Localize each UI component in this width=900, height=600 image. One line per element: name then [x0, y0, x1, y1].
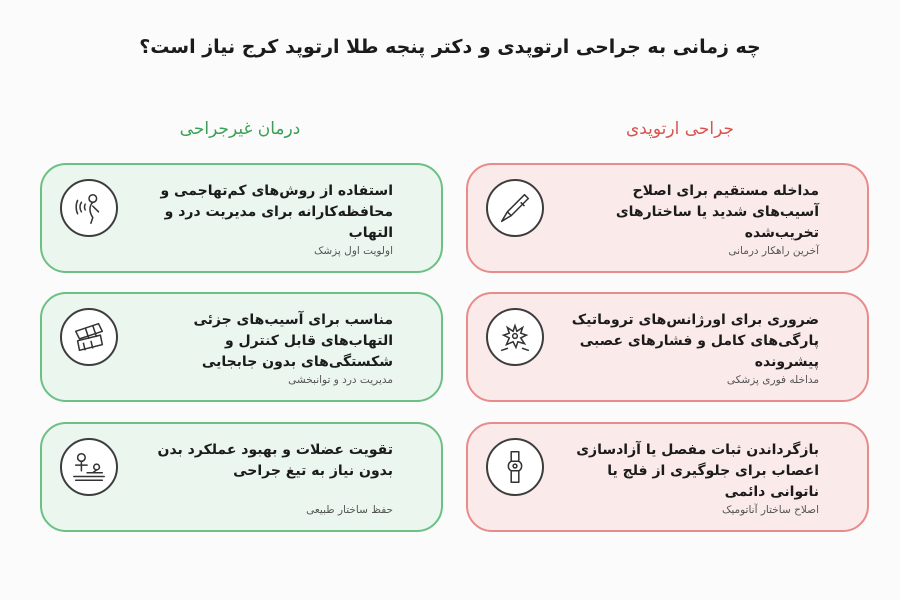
nerve-body-icon [60, 179, 118, 237]
card-text: مداخله مستقیم برای اصلاح آسیب‌های شدید یا ساختارهای تخریب‌شده [615, 183, 819, 241]
card-text: مناسب برای آسیب‌های جزئی التهاب‌های قابل کنترل و شکستگی‌های بدون جابجایی [193, 312, 393, 370]
card-subtext: اصلاح ساختار آناتومیک [721, 504, 819, 516]
surgical-card-3 [466, 422, 869, 532]
card-subtext: مدیریت درد و توانبخشی [288, 374, 393, 386]
scalpel-icon [486, 179, 544, 237]
card-text: تقویت عضلات و بهبود عملکرد بدن بدون نیاز به تیغ جراحی [157, 442, 393, 479]
card-text: بازگرداندن ثبات مفصل یا آزادسازی اعصاب برای جلوگیری از فلج یا ناتوانی دائمی [576, 442, 819, 500]
card-text: ضروری برای اورژانس‌های تروماتیک پارگی‌های کامل و فشارهای عصبی پیشرونده [571, 312, 819, 370]
surgical-heading: جراحی ارتوپدی [625, 119, 735, 139]
non-surgical-card-2 [40, 292, 443, 402]
card-subtext: اولویت اول پزشک [313, 245, 393, 257]
non-surgical-card-3 [40, 422, 443, 532]
card-subtext: مداخله فوری پزشکی [726, 374, 819, 386]
card-subtext: حفظ ساختار طبیعی [306, 504, 393, 516]
card-text: استفاده از روش‌های کم‌تهاجمی و محافظه‌کارانه برای مدیریت درد و التهاب [160, 183, 393, 241]
physiotherapy-icon [60, 438, 118, 496]
page-title: چه زمانی به جراحی ارتوپدی و دکتر پنجه طلا ارتوپد کرج نیاز است؟ [139, 36, 761, 58]
card-subtext: آخرین راهکار درمانی [728, 245, 819, 257]
bandage-cast-icon [60, 308, 118, 366]
non-surgical-card-1 [40, 163, 443, 273]
surgical-card-2 [466, 292, 869, 402]
non-surgical-heading: درمان غیرجراحی [179, 119, 301, 139]
surgical-card-1 [466, 163, 869, 273]
knee-joint-icon [486, 438, 544, 496]
trauma-burst-icon [486, 308, 544, 366]
